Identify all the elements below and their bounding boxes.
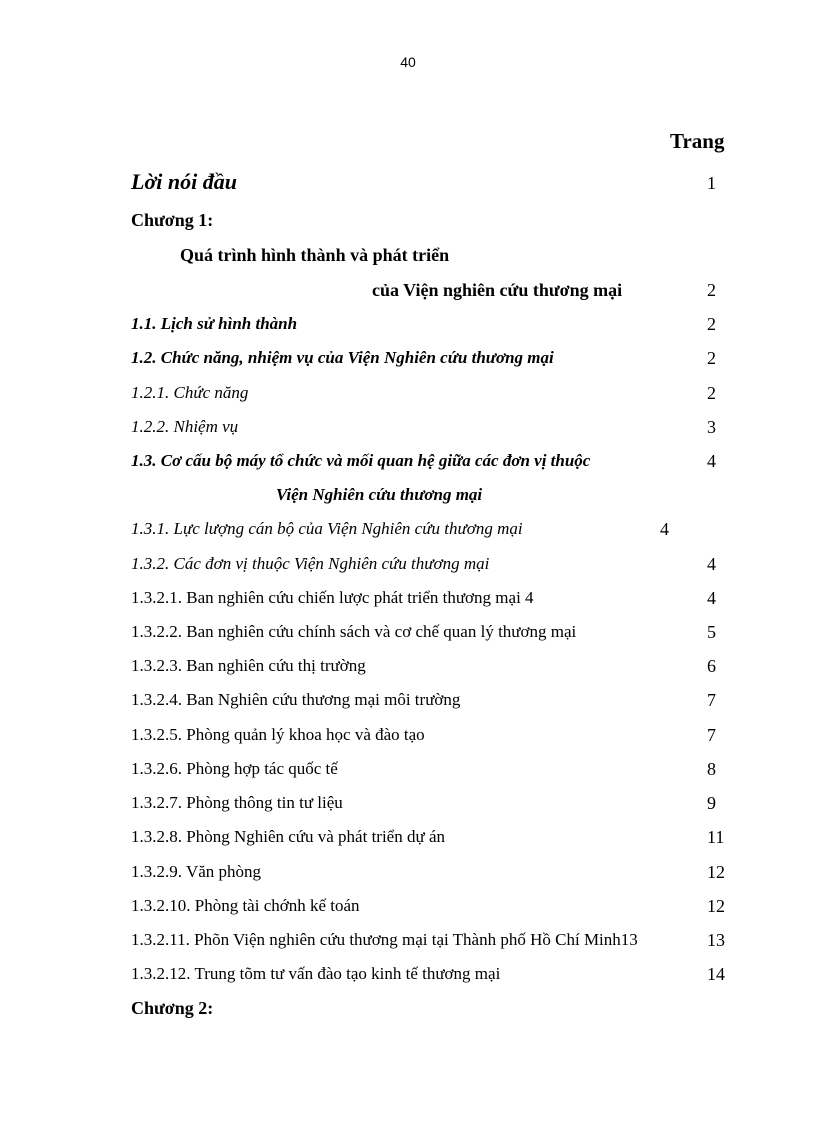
toc-entry-text: 1.3.2.2. Ban nghiên cứu chính sách và cơ chế quan lý thương mại: [131, 622, 577, 641]
toc-entry-text: 1.1. Lịch sử hình thành: [131, 314, 298, 333]
toc-entry-page: 12: [707, 862, 725, 882]
toc-entry-text: 1.3.1. Lực lượng cán bộ của Viện Nghiên cứu thương mại: [131, 519, 523, 538]
toc-entry-text: 1.3. Cơ cấu bộ máy tổ chức và mối quan hệ giữa các đơn vị thuộc: [131, 451, 591, 470]
toc-entry-text: 1.3.2.1. Ban nghiên cứu chiến lược phát triển thương mại 4: [131, 588, 534, 607]
toc-entry-text: Lời nói đầu: [131, 169, 237, 194]
toc-entry-text: 1.3.2.6. Phòng hợp tác quốc tế: [131, 759, 338, 778]
toc-entry-page: 4: [660, 519, 669, 539]
toc-entry-text: 1.3.2.5. Phòng quản lý khoa học và đào tạo: [131, 725, 425, 744]
toc-entry-page: 4: [707, 451, 716, 471]
toc-entry-text: 1.2.2. Nhiệm vụ: [131, 417, 239, 436]
toc-entry-page: 4: [707, 554, 716, 574]
toc-entry-page: 1: [707, 173, 716, 193]
toc-entry-text: Viện Nghiên cứu thương mại: [276, 485, 483, 504]
toc-entry-text: 1.3.2.8. Phòng Nghiên cứu và phát triển dự án: [131, 827, 445, 846]
toc-entry-text: 1.3.2.11. Phõn Viện nghiên cứu thương mại tại Thành phố Hồ Chí Minh13: [131, 930, 638, 949]
toc-entry-text: 1.3.2.7. Phòng thông tin tư liệu: [131, 793, 343, 812]
toc-entry-page: 11: [707, 827, 725, 847]
toc-entry-page: 7: [707, 725, 716, 745]
toc-entry-text: Chương 2:: [131, 998, 214, 1018]
toc-entry-page: 8: [707, 759, 716, 779]
toc-entry-page: 12: [707, 896, 725, 916]
toc-entry-text: Quá trình hình thành và phát triển: [180, 245, 450, 265]
toc-entry-text: 1.3.2.10. Phòng tài chớnh kế toán: [131, 896, 360, 915]
toc-entry-page: 7: [707, 690, 716, 710]
toc-entry-text: 1.3.2.9. Văn phòng: [131, 862, 262, 881]
toc-entry-text: 1.3.2. Các đơn vị thuộc Viện Nghiên cứu thương mại: [131, 554, 490, 573]
toc-entry-page: 5: [707, 622, 716, 642]
toc-entry-text: 1.3.2.3. Ban nghiên cứu thị trường: [131, 656, 366, 675]
toc-entry-text: của Viện nghiên cứu thương mại: [372, 280, 623, 300]
toc-entry-page: 3: [707, 417, 716, 437]
page-number: 40: [400, 54, 416, 70]
toc-entry-text: Chương 1:: [131, 210, 214, 230]
toc-entry-page: 2: [707, 280, 716, 300]
toc-entry-text: 1.3.2.4. Ban Nghiên cứu thương mại môi trường: [131, 690, 461, 709]
toc-entry-page: 9: [707, 793, 716, 813]
toc-entry-text: 1.2.1. Chức năng: [131, 383, 249, 402]
toc-entry-page: 2: [707, 348, 716, 368]
toc-entry-page: 4: [707, 588, 716, 608]
toc-entry-text: 1.2. Chức năng, nhiệm vụ của Viện Nghiên cứu thương mại: [131, 348, 554, 367]
toc-entry-page: 14: [707, 964, 725, 984]
toc-entry-text: 1.3.2.12. Trung tõm tư vấn đào tạo kinh tế thương mại: [131, 964, 501, 983]
page-column-header: Trang: [670, 129, 725, 153]
toc-entry-page: 13: [707, 930, 725, 950]
toc-entry-page: 2: [707, 383, 716, 403]
toc-entry-page: 2: [707, 314, 716, 334]
toc-entry-page: 6: [707, 656, 716, 676]
